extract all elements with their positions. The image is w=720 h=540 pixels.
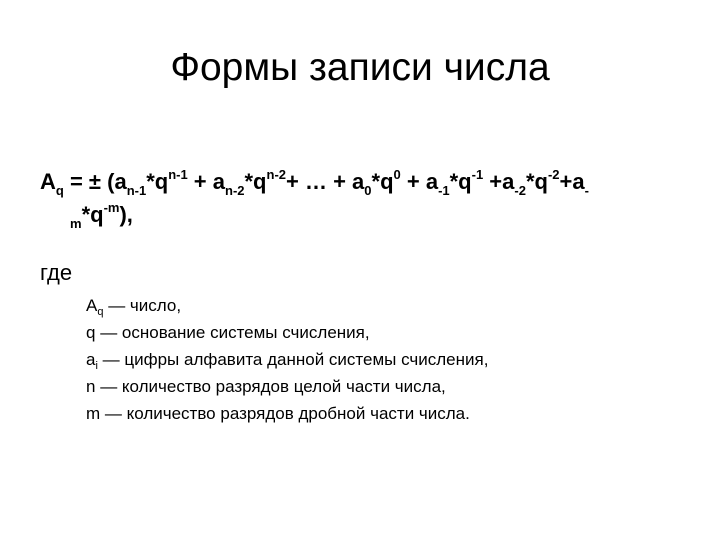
formula-term4-sup: -1	[471, 167, 484, 182]
formula-term6-sub-part2: m	[70, 216, 82, 231]
formula-term3-sup: 0	[393, 167, 401, 182]
definition-text: — количество разрядов дробной части числа.	[100, 404, 470, 423]
formula-term4-q: *q	[449, 169, 472, 194]
formula-term2-sup: n-2	[266, 167, 286, 182]
formula-eq: = ± (	[63, 169, 115, 194]
formula-term1-sup: n-1	[168, 167, 188, 182]
definition-item	[86, 346, 488, 373]
formula-term5-q: *q	[525, 169, 548, 194]
formula-line-1	[40, 165, 690, 198]
formula-term2-sub: n-2	[225, 183, 245, 198]
formula-term1-q: *q	[146, 169, 169, 194]
definition-symbol-sub: q	[97, 306, 104, 318]
definition-symbol: A	[86, 296, 98, 315]
formula-term2-a: + a	[187, 169, 225, 194]
where-label: где	[40, 260, 73, 285]
formula-term6-a: +a	[559, 169, 585, 194]
definition-text: — количество разрядов целой части числа,	[95, 377, 446, 396]
formula-term4-a: + a	[400, 169, 439, 194]
definition-symbol: q	[86, 323, 96, 342]
formula-term2-q: *q	[244, 169, 267, 194]
definition-text: — цифры алфавита данной системы счисления,	[97, 350, 489, 369]
definition-item	[86, 373, 488, 400]
definition-item	[86, 292, 488, 319]
formula-end: ),	[119, 202, 133, 227]
formula-line-2	[40, 198, 690, 231]
number-formula	[40, 165, 690, 231]
definition-text: — число,	[103, 296, 182, 315]
formula-term3-q: *q	[371, 169, 394, 194]
formula-term5-sub: -2	[514, 183, 526, 198]
formula-term5-a: +a	[483, 169, 515, 194]
definition-symbol: n	[86, 377, 96, 396]
formula-term5-sup: -2	[547, 167, 560, 182]
formula-term3-sub: 0	[364, 183, 372, 198]
formula-A-sub: q	[55, 183, 64, 198]
definition-item	[86, 319, 488, 346]
formula-term1-sub: n-1	[126, 183, 147, 198]
formula-term6-sup: -m	[103, 200, 120, 215]
definition-text: — основание системы счисления,	[95, 323, 370, 342]
definition-item	[86, 400, 488, 427]
formula-A: A	[40, 169, 56, 194]
definition-symbol-sub: i	[95, 360, 98, 372]
formula-term6-sub-part1: -	[584, 183, 589, 198]
definitions-list	[86, 292, 488, 427]
formula-term6-q: *q	[81, 202, 104, 227]
definition-symbol: a	[86, 350, 96, 369]
formula-term1-a: a	[114, 169, 127, 194]
formula-term4-sub: -1	[438, 183, 450, 198]
formula-term3-a: + … + a	[286, 169, 365, 194]
definition-symbol: m	[86, 404, 101, 423]
slide-title: Формы записи числа	[170, 46, 550, 89]
